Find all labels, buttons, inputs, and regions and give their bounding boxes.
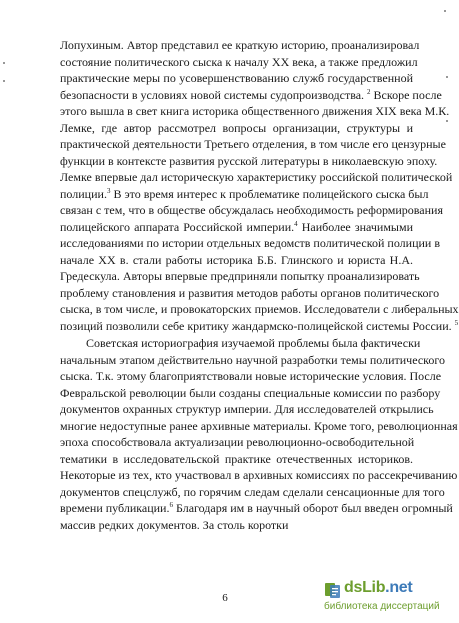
scan-artifact-dot bbox=[446, 76, 448, 78]
watermark-brand bbox=[344, 579, 412, 597]
footnote-marker: 5 bbox=[454, 318, 459, 327]
text-line bbox=[60, 87, 442, 104]
dslib-watermark[interactable] bbox=[324, 579, 442, 617]
text-line: Февральской революции были созданы специальные комиссии по разбору bbox=[60, 385, 441, 400]
footnote-marker: 3 bbox=[106, 186, 111, 195]
text-segment: Вскоре после bbox=[370, 87, 442, 102]
page-number: 6 bbox=[222, 592, 228, 604]
scan-artifact-dot bbox=[444, 10, 446, 12]
dslib-logo-icon bbox=[324, 581, 342, 599]
text-segment: безопасности в условиях новой системы судопроизводства. bbox=[60, 87, 368, 102]
watermark-brand-tld: .net bbox=[385, 579, 413, 596]
text-line: Лемке впервые дал историческую характеристику российской политической bbox=[60, 170, 453, 184]
text-line bbox=[60, 219, 413, 236]
footnote-marker: 6 bbox=[169, 501, 173, 509]
paragraph-2 bbox=[60, 335, 458, 533]
text-segment: Наиболее значимыми bbox=[297, 219, 413, 234]
text-line: сыска. Т.к. этому благоприятствовали новые исторические условия. После bbox=[60, 369, 442, 383]
text-line: начале XX в. стали работы историка Б.Б. Глинского и юриста Н.А. bbox=[60, 252, 413, 267]
text-line: практические меры по усовершенствованию служб государственной bbox=[60, 71, 413, 85]
text-line: Лопухиным. Автор представил ее краткую историю, проанализировал bbox=[60, 38, 420, 52]
text-line bbox=[60, 186, 429, 203]
watermark-brand-main: dsLib bbox=[344, 579, 386, 596]
text-line: массив редких документов. За столь коротки bbox=[60, 517, 289, 532]
text-line: многие недоступные ранее архивные материалы. Кроме того, революционная bbox=[60, 418, 458, 433]
text-line: связан с тем, что в обществе обсуждалась необходимость реформирования bbox=[60, 203, 443, 217]
text-line: Некоторые из тех, кто участвовал в архивных комиссиях по рассекречиванию bbox=[60, 468, 458, 482]
text-line: эпоха способствовала актуализации революционно-освободительной bbox=[60, 435, 415, 449]
text-line: функции в контексте развития русской литературы в николаевскую эпоху. bbox=[60, 153, 438, 168]
text-segment: времени публикации. bbox=[60, 501, 170, 515]
text-line: этого вышла в свет книга историка общественного движения XIX века М.К. bbox=[60, 104, 450, 118]
text-line: исследованиями по истории отдельных ведомств политической полиции в bbox=[60, 236, 440, 250]
text-line bbox=[60, 318, 459, 335]
text-line: Советская историография изучаемой проблемы была фактически bbox=[86, 336, 421, 350]
text-segment: полиции. bbox=[60, 186, 107, 201]
text-line: сыска, в том числе, и провокаторских приемов. Исследователи с либеральных bbox=[60, 302, 459, 316]
paragraph-1 bbox=[60, 37, 459, 334]
text-segment: В это время интерес к проблематике полицейского сыска был bbox=[110, 186, 429, 201]
text-line: начальным этапом действительно научной разработки темы политического bbox=[60, 352, 445, 367]
text-line bbox=[60, 500, 453, 517]
footnote-marker: 4 bbox=[294, 219, 298, 228]
scan-artifact-dot bbox=[3, 80, 5, 82]
scan-artifact-dot bbox=[446, 120, 448, 122]
text-line: состояние политического сыска к началу XX века, а также предложил bbox=[60, 54, 418, 69]
text-line: документов спецслужб, по горячим следам сделали сенсационные для того bbox=[60, 484, 445, 499]
text-line: Гредескула. Авторы впервые предприняли попытку проанализировать bbox=[60, 269, 420, 283]
text-line: документов охранных структур империи. Для исследователей открылись bbox=[60, 402, 434, 416]
scan-artifact-dot bbox=[3, 62, 5, 64]
text-line: тематики в исследовательской практике отечественных историков. bbox=[60, 451, 413, 466]
text-segment: полицейского аппарата Российской империи. bbox=[60, 219, 295, 234]
text-segment: позиций позволили себе критику жандармско-полицейской системы России. bbox=[60, 318, 455, 333]
watermark-tagline: библиотека диссертаций bbox=[324, 601, 440, 612]
text-line: проблему становления и развития методов работы органов политического bbox=[60, 285, 440, 300]
footnote-marker: 2 bbox=[367, 87, 371, 96]
text-line: практической деятельности Третьего отделения, в том числе его цензурные bbox=[60, 137, 446, 151]
text-segment: Благодаря им в научный оборот был введен огромный bbox=[172, 501, 453, 515]
text-line: Лемке, где автор рассмотрел вопросы организации, структуры и bbox=[60, 120, 413, 135]
